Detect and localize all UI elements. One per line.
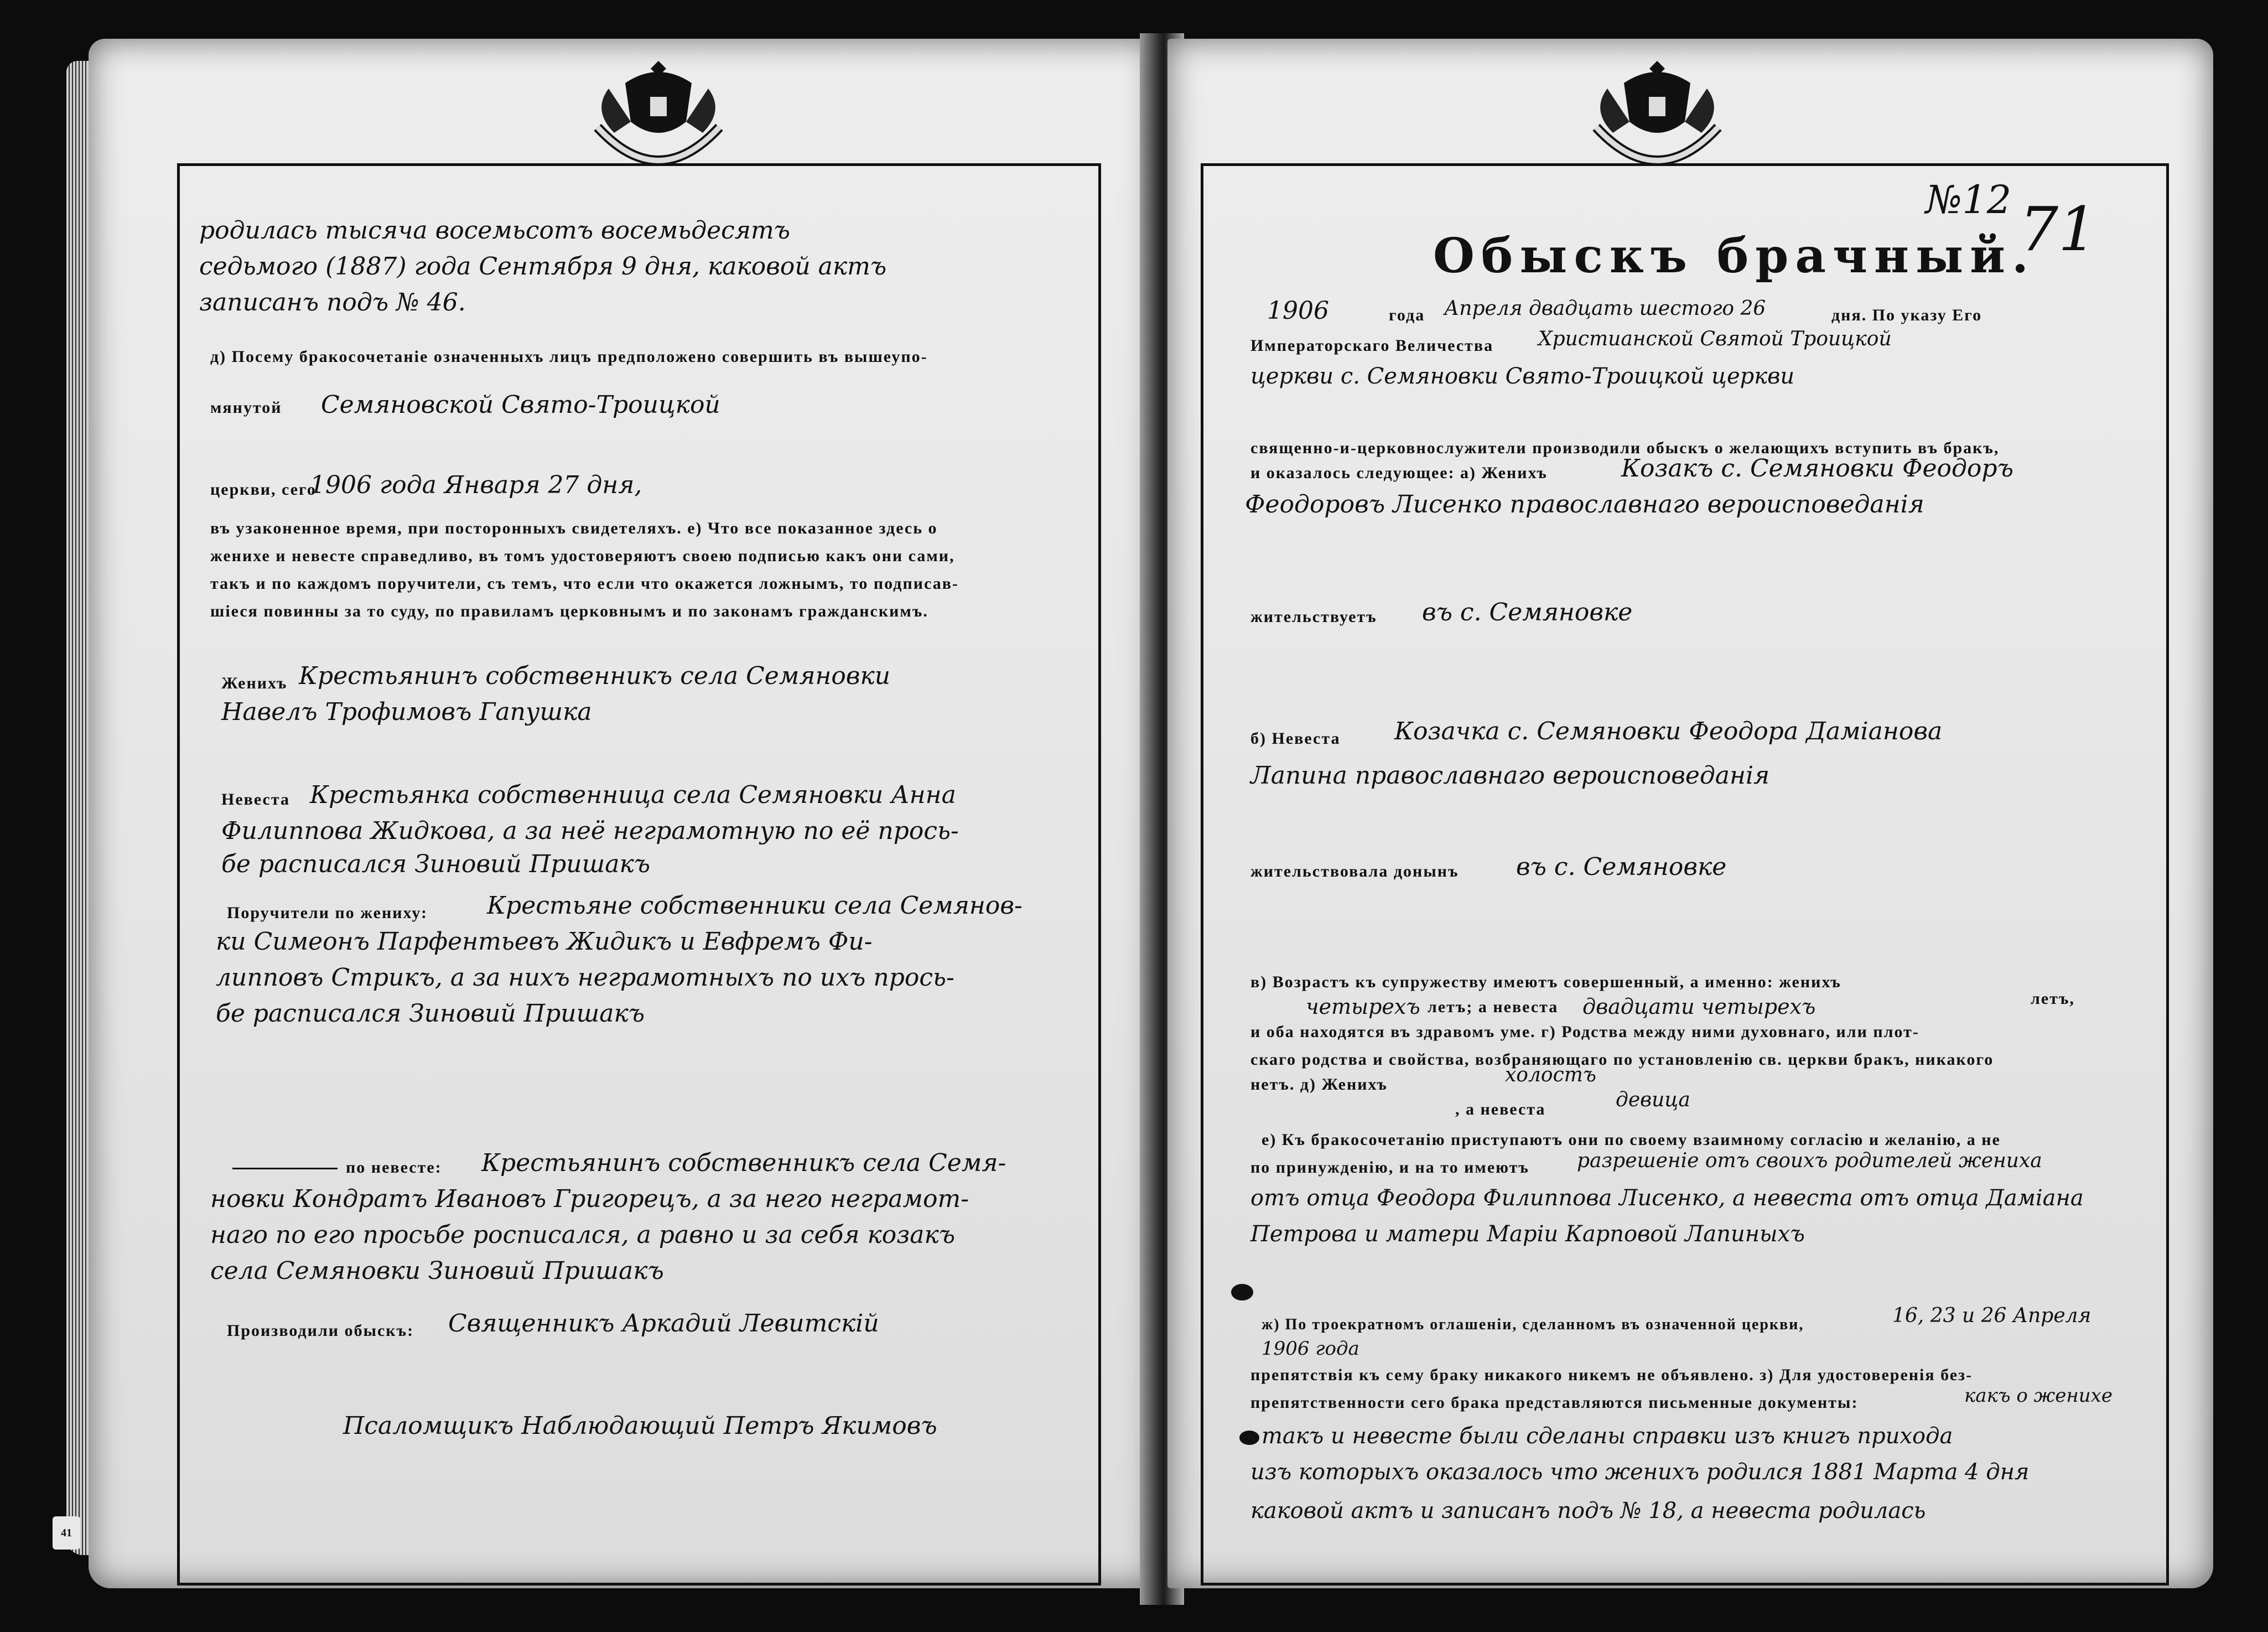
left-line-10: шiеся повинны за то суду, по правиламъ церковнымъ и по законамъ гражданскимъ. — [210, 602, 928, 620]
right-line-13: и оба находятся въ здравомъ уме. г) Родства между ними духовнаго, или плот- — [1250, 1023, 1919, 1041]
left-line-19: бе расписался Зиновий Пришакъ — [216, 999, 645, 1028]
right-line-16-hand: девица — [1616, 1089, 1690, 1111]
left-line-8: женихе и невесте справедливо, въ томъ удостоверяютъ своею подписью какъ они сами, — [210, 547, 955, 565]
left-line-20-hand: Крестьянинъ собственникъ села Семя- — [481, 1149, 1006, 1177]
right-line-1-print: года — [1389, 306, 1425, 324]
left-line-3: записанъ подъ № 46. — [199, 288, 466, 317]
right-line-14: скаго родства и свойства, возбраняющаго по установленiю св. церкви бракъ, никакого — [1250, 1050, 1994, 1069]
right-line-25: такъ и невесте были сделаны справки изъ книгъ прихода — [1262, 1423, 1953, 1449]
right-line-8-hand: Козачка с. Семяновки Феодора Дамiанова — [1394, 717, 1943, 745]
left-line-5-print: мянутой — [210, 398, 282, 417]
left-line-16-hand: Крестьяне собственники села Семянов- — [487, 892, 1023, 920]
left-line-23: села Семяновки Зиновий Пришакъ — [210, 1257, 664, 1285]
record-number: №12 — [1926, 177, 2012, 222]
right-line-1-print2: дня. По указу Его — [1831, 306, 1982, 324]
right-line-15-print: нетъ. д) Женихъ — [1250, 1075, 1388, 1094]
left-line-16-print: Поручители по жениху: — [227, 904, 428, 922]
right-line-16-print: , а невеста — [1455, 1100, 1546, 1118]
right-line-6: Феодоровъ Лисенко православнаго вероисповеданiя — [1245, 490, 1924, 519]
right-line-4: священно-и-церковнослужители производили обыскъ о желающихъ вступить въ бракъ, — [1250, 439, 2000, 457]
right-line-12-print: летъ; а невеста — [1428, 998, 1559, 1016]
right-line-11: в) Возрастъ къ супружеству имеютъ совершенный, а именно: женихъ — [1250, 973, 1841, 991]
left-line-7: въ узаконенное время, при посторонныхъ свидетеляхъ. е) Что все показанное здесь о — [210, 519, 938, 537]
right-line-10-print: жительствовала донынъ — [1250, 862, 1459, 880]
right-line-5-print: и оказалось следующее: а) Женихъ — [1250, 464, 1548, 482]
right-line-24-hand: какъ о женихе — [1964, 1385, 2113, 1407]
left-line-20-print: по невесте: — [346, 1158, 442, 1177]
right-line-12-print2: летъ, — [2031, 989, 2075, 1008]
right-line-17: е) Къ бракосочетанiю приступаютъ они по своему взаимному согласiю и желанiю, а не — [1262, 1131, 2001, 1149]
right-line-22: 1906 года — [1262, 1338, 1359, 1360]
blank-rule — [232, 1168, 338, 1169]
left-line-6-print: церкви, сего — [210, 480, 316, 499]
right-line-27: каковой актъ и записанъ подъ № 18, а невеста родилась — [1250, 1498, 1926, 1524]
right-line-21-hand: 16, 23 и 26 Апреля — [1892, 1304, 2091, 1327]
right-line-7-print: жительствуетъ — [1250, 608, 1377, 626]
ink-blot — [1239, 1431, 1259, 1445]
right-line-19: отъ отца Феодора Филиппова Лисенко, а невеста отъ отца Дамiана — [1250, 1185, 2084, 1211]
left-line-17: ки Симеонъ Парфентьевъ Жидикъ и Евфремъ Фи- — [216, 928, 873, 956]
left-line-1: родилась тысяча восемьсотъ восемьдесятъ — [199, 216, 790, 245]
ink-blot — [1231, 1284, 1253, 1301]
left-line-14: Филиппова Жидкова, а за неё неграмотную по её прось- — [221, 817, 959, 845]
left-line-22: наго по его просьбе росписался, а равно и за себя козакъ — [210, 1221, 956, 1249]
right-line-23: препятствiя къ сему браку никакого никемъ не объявлено. з) Для удостоверенiя без- — [1250, 1366, 1973, 1384]
right-line-18-print: по принужденiю, и на то имеютъ — [1250, 1158, 1529, 1177]
archive-sticker: 41 — [53, 1516, 80, 1550]
right-line-15-hand: холостъ — [1505, 1064, 1596, 1086]
left-line-15: бе расписался Зиновий Пришакъ — [221, 850, 651, 878]
right-line-2-print: Императорскаго Величества — [1250, 336, 1494, 355]
right-line-21-print: ж) По троекратномъ оглашенiи, сделанномъ въ означенной церкви, — [1262, 1316, 1804, 1333]
left-line-11-print: Женихъ — [221, 674, 288, 692]
left-line-6-hand: 1906 года Января 27 дня, — [310, 471, 642, 499]
left-line-4: д) Посему бракосочетанiе означенныхъ лицъ предположено совершить въ вышеупо- — [210, 348, 928, 366]
right-line-7-hand: въ с. Семяновке — [1422, 598, 1633, 626]
left-line-18: липповъ Стрикъ, а за нихъ неграмотныхъ по ихъ прось- — [216, 963, 954, 992]
right-line-18-hand: разрешенiе отъ своихъ родителей жениха — [1577, 1149, 2042, 1172]
left-line-24-print: Производили обыскъ: — [227, 1322, 414, 1340]
page-title: Обыскъ брачный. — [1433, 228, 2035, 284]
left-line-13-print: Невеста — [221, 790, 290, 809]
right-line-12-hand: четырехъ — [1306, 994, 1420, 1019]
left-line-5-hand: Семяновской Свято-Троицкой — [321, 391, 720, 419]
folio-number: 71 — [2020, 194, 2097, 265]
right-line-24-print: препятственности сего брака представляются письменные документы: — [1250, 1393, 1859, 1412]
left-line-21: новки Кондратъ Ивановъ Григорецъ, а за него неграмот- — [210, 1185, 969, 1213]
left-line-11-hand: Крестьянинъ собственникъ села Семяновки — [299, 662, 891, 690]
right-line-20: Петрова и матери Марiи Карповой Лапиныхъ — [1250, 1221, 1805, 1247]
right-line-2-hand: Христианской Святой Троицкой — [1538, 328, 1892, 350]
right-line-1-hand: 1906 — [1267, 297, 1329, 325]
right-line-3: церкви с. Семяновки Свято-Троицкой церкви — [1250, 364, 1795, 389]
right-line-26: изъ которыхъ оказалось что женихъ родился 1881 Марта 4 дня — [1250, 1459, 2030, 1485]
left-line-24-hand: Священникъ Аркадий Левитскiй — [448, 1309, 879, 1338]
left-line-25: Псаломщикъ Наблюдающий Петръ Якимовъ — [343, 1412, 937, 1440]
right-line-5-hand: Козакъ с. Семяновки Феодоръ — [1621, 454, 2013, 483]
right-line-10-hand: въ с. Семяновке — [1516, 853, 1727, 881]
left-line-9: такъ и по каждомъ поручители, съ темъ, что если что окажется ложнымъ, то подписав- — [210, 574, 959, 593]
left-line-2: седьмого (1887) года Сентября 9 дня, каковой актъ — [199, 252, 887, 281]
right-line-1-hand2: Апреля двадцать шестого 26 — [1444, 297, 1766, 320]
left-line-12: Навелъ Трофимовъ Гапушка — [221, 698, 592, 726]
right-line-8-print: б) Невеста — [1250, 729, 1341, 748]
right-line-9: Лапина православнаго вероисповеданiя — [1250, 761, 1770, 790]
left-line-13-hand: Крестьянка собственница села Семяновки Анна — [310, 781, 956, 809]
right-line-12-hand2: двадцати четырехъ — [1582, 994, 1816, 1019]
